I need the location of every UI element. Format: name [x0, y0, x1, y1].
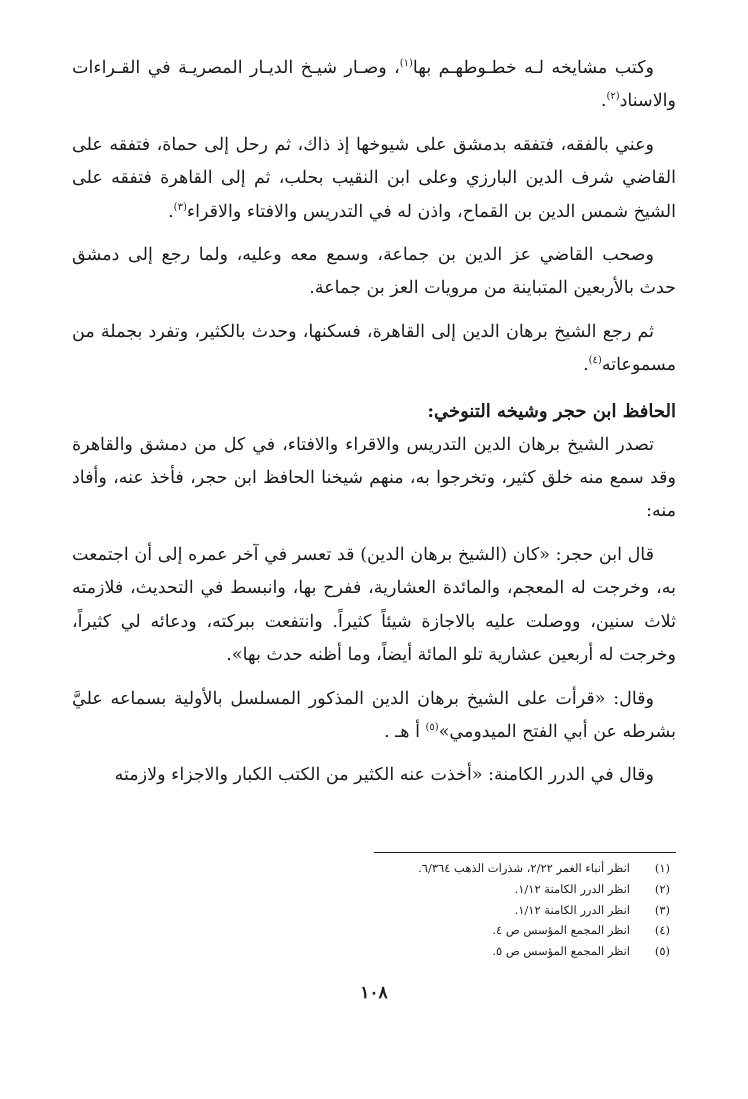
paragraph	[72, 52, 676, 119]
paragraph: قال ابن حجر: «كان (الشيخ برهان الدين) قد تعسر في آخر عمره إلى أن اجتمعت به، وخرجت له المعجم، والمائدة العشارية، ففرح بها، وانبسط في التحديث، فلازمته ثلاث سنين، ووصلت عليه بالاجازة شيئاً كثيراً. وانتفعت ببركته، ودعائه لي كثيراً، وخرجت له أربعين عشارية تلو المائة أيضاً، وما أظنه حدث بها».	[72, 544, 676, 666]
footnote-text: انظر المجمع المؤسس ص ٤.	[492, 923, 630, 938]
footnote-ref: (٣)	[173, 201, 187, 213]
text-run: وعني بالفقه، فتفقه بدمشق على شيوخها إذ ذاك، ثم رحل إلى حماة، فتفقه على القاضي شرف الدين البارزي وعلى ابن النقيب بحلب، ثم إلى القاهرة فتفقه على الشيخ شمس الدين بن القماح، واذن له في التدريس والافتاء والاقراء	[72, 134, 676, 222]
footnote-number: (٥)	[654, 944, 670, 959]
footnote-divider	[374, 852, 676, 853]
footnote-text: انظر المجمع المؤسس ص ٥.	[492, 944, 630, 959]
paragraph	[72, 316, 676, 383]
text-run: وقال: «قرأت على الشيخ برهان الدين المذكور المسلسل بالأولية بسماعه عليَّ بشرطه عن أبي الفتح الميدومي»	[72, 688, 676, 742]
footnotes	[72, 858, 670, 962]
paragraph	[72, 683, 676, 750]
footnote-number: (٤)	[654, 923, 670, 938]
footnote-text: انظر أنباء الغمر ٢/٢٢، شذرات الذهب ٦/٣٦٤.	[418, 861, 630, 875]
footnote	[72, 920, 670, 941]
footnote-number: (١)	[654, 861, 670, 875]
footnote	[72, 900, 670, 921]
text-run: أ هـ .	[384, 721, 426, 742]
paragraph: وصحب القاضي عز الدين بن جماعة، وسمع معه وعليه، ولما رجع إلى دمشق حدث بالأربعين المتباينة من مرويات العز بن جماعة.	[72, 245, 676, 299]
footnote-ref: (٢)	[606, 91, 620, 103]
footnote	[72, 941, 670, 962]
footnote-text: انظر الدرر الكامنة ١/١٢.	[514, 881, 630, 896]
footnote-ref: (٤)	[588, 355, 602, 367]
text-run: ، وصـار شيـخ الديـار المصريـة في القـراءات والاسناد	[72, 58, 676, 112]
text-run: .	[168, 201, 174, 222]
paragraph	[72, 129, 676, 229]
footnote	[72, 858, 670, 879]
page-number: ١٠٨	[360, 983, 388, 1003]
footnote	[72, 879, 670, 900]
paragraph: تصدر الشيخ برهان الدين التدريس والاقراء والافتاء، في كل من دمشق والقاهرة وقد سمع منه خلق كثير، وتخرجوا به، منهم شيخنا الحافظ ابن حجر، فأخذ عنه، وأفاد منه:	[72, 434, 676, 522]
footnote-ref: (٥)	[425, 722, 439, 734]
footnote-text: انظر الدرر الكامنة ١/١٢.	[514, 902, 630, 917]
paragraph: وقال في الدرر الكامنة: «أخذت عنه الكثير من الكتب الكبار والاجزاء ولازمته	[114, 765, 654, 786]
text-run: .	[600, 91, 607, 112]
text-run: ثم رجع الشيخ برهان الدين إلى القاهرة، فسكنها، وحدث بالكثير، وتفرد بجملة من مسموعاته	[72, 321, 676, 376]
footnote-number: (٣)	[654, 902, 670, 917]
section-heading: الحافظ ابن حجر وشيخه التنوخي:	[427, 400, 676, 422]
footnote-number: (٢)	[654, 881, 670, 896]
footnote-ref: (١)	[399, 58, 413, 70]
text-run: وكتب مشايخه لـه خطـوطهـم بها	[412, 58, 654, 78]
text-run: .	[583, 355, 589, 376]
main-text	[72, 52, 676, 793]
